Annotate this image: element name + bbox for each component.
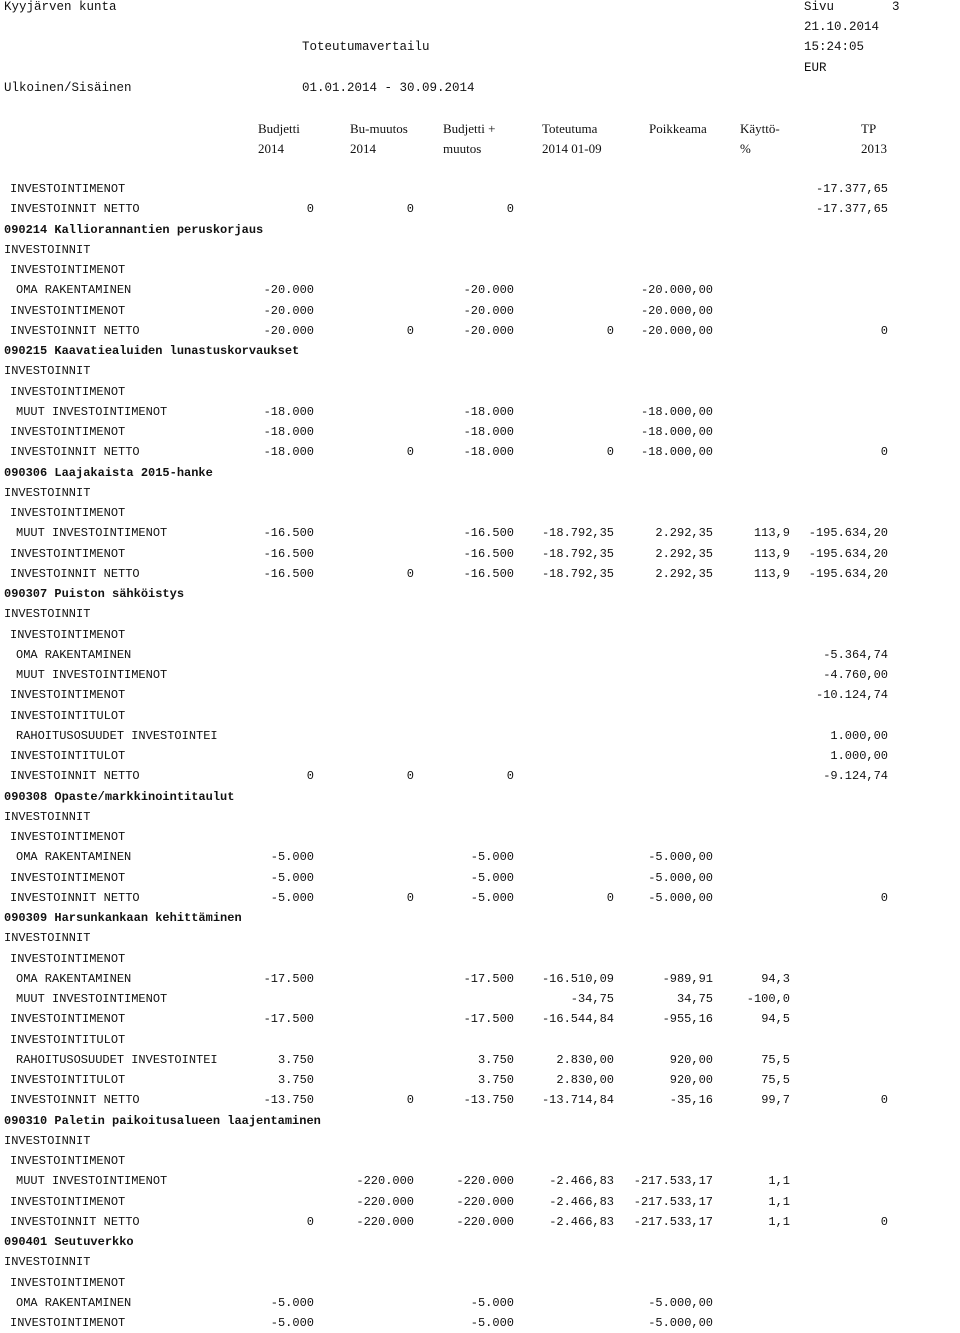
cell-value: -5.000	[470, 850, 514, 865]
row-label: INVESTOINTITULOT	[10, 1073, 126, 1087]
cell-value: -18.000	[263, 445, 314, 460]
report-date: 21.10.2014	[804, 20, 880, 34]
table-row	[0, 402, 960, 422]
report-currency: EUR	[804, 61, 827, 75]
cell-value: 94,3	[761, 971, 790, 986]
row-label: INVESTOINTIMENOT	[10, 1012, 126, 1027]
row-label: MUUT INVESTOINTIMENOT	[16, 1174, 168, 1189]
cell-value: -18.792,35	[541, 546, 614, 561]
col-kaytto-l2: %	[740, 141, 751, 156]
cell-value: -18.000,00	[640, 404, 713, 419]
col-budjetti-muutos-l1: Budjetti +	[443, 121, 496, 136]
cell-value: -10.124,74	[815, 688, 888, 703]
table-row	[0, 503, 960, 523]
cell-value: 0	[880, 445, 888, 460]
table-row	[0, 240, 960, 260]
table-row	[0, 361, 960, 381]
cell-value: -955,16	[662, 1012, 713, 1027]
col-tp-l1: TP	[861, 121, 877, 136]
cell-value: -17.500	[463, 971, 514, 986]
section-row	[0, 1232, 960, 1252]
cell-value: -34,75	[570, 992, 614, 1006]
table-row	[0, 726, 960, 746]
row-label: INVESTOINNIT NETTO	[10, 323, 140, 338]
cell-value: -220.000	[456, 1174, 514, 1189]
row-label: OMA RAKENTAMINEN	[16, 647, 132, 662]
col-poikkeama-l1: Poikkeama	[649, 121, 707, 136]
cell-value: -5.000	[270, 870, 314, 885]
table-row	[0, 1212, 960, 1232]
report-period: 01.01.2014 - 30.09.2014	[302, 81, 475, 95]
row-label: INVESTOINNIT	[4, 1133, 91, 1148]
table-row	[0, 685, 960, 705]
row-label: MUUT INVESTOINTIMENOT	[16, 668, 168, 682]
section-title: 090308 Opaste/markkinointitaulut	[4, 789, 235, 804]
cell-value: -989,91	[662, 971, 713, 986]
table-row	[0, 1273, 960, 1293]
cell-value: 3.750	[277, 1073, 314, 1087]
cell-value: -16.500	[263, 546, 314, 561]
table-row	[0, 179, 960, 199]
section-row	[0, 787, 960, 807]
cell-value: -5.364,74	[823, 647, 888, 662]
cell-value: -20.000	[263, 283, 314, 298]
cell-value: -195.634,20	[808, 546, 888, 561]
cell-value: -18.000	[263, 404, 314, 419]
cell-value: 2.830,00	[556, 1052, 614, 1067]
cell-value: -16.500	[463, 546, 514, 561]
table-row	[0, 1151, 960, 1171]
cell-value: -20.000	[263, 303, 314, 318]
cell-value: 0	[880, 890, 888, 905]
cell-value: -5.000,00	[648, 890, 713, 905]
cell-value: -16.500	[263, 526, 314, 541]
table-row	[0, 199, 960, 219]
row-label: INVESTOINTIMENOT	[10, 506, 126, 520]
cell-value: 0	[880, 1214, 888, 1229]
cell-value: -20.000	[463, 323, 514, 338]
cell-value: 113,9	[753, 546, 790, 561]
row-label: INVESTOINNIT NETTO	[10, 1093, 140, 1108]
cell-value: -5.000,00	[648, 1316, 713, 1330]
cell-value: 75,5	[761, 1052, 790, 1067]
table-row	[0, 1313, 960, 1333]
table-row	[0, 1171, 960, 1191]
col-tp-l2: 2013	[861, 141, 887, 156]
row-label: OMA RAKENTAMINEN	[16, 971, 132, 986]
table-row	[0, 625, 960, 645]
row-label: INVESTOINTIMENOT	[10, 263, 126, 277]
row-label: INVESTOINTIMENOT	[10, 1194, 126, 1209]
row-label: INVESTOINNIT	[4, 809, 91, 824]
cell-value: 0	[306, 1214, 314, 1229]
cell-value: -2.466,83	[549, 1194, 614, 1209]
cell-value: 75,5	[761, 1073, 790, 1087]
cell-value: -217.533,17	[633, 1174, 713, 1189]
cell-value: 0	[506, 769, 514, 784]
cell-value: -17.500	[463, 1012, 514, 1027]
cell-value: -18.000	[463, 445, 514, 460]
row-label: OMA RAKENTAMINEN	[16, 283, 132, 298]
cell-value: -18.000	[463, 425, 514, 439]
cell-value: 0	[406, 202, 414, 217]
cell-value: -18.792,35	[541, 526, 614, 541]
row-label: OMA RAKENTAMINEN	[16, 850, 132, 865]
cell-value: -20.000	[463, 303, 514, 318]
section-row	[0, 220, 960, 240]
section-title: 090309 Harsunkankaan kehittäminen	[4, 911, 242, 925]
row-label: MUUT INVESTOINTIMENOT	[16, 526, 168, 541]
table-row	[0, 422, 960, 442]
row-label: INVESTOINTIMENOT	[10, 1316, 126, 1330]
cell-value: 0	[406, 323, 414, 338]
table-row	[0, 523, 960, 543]
row-label: INVESTOINTIMENOT	[10, 688, 126, 703]
section-title: 090215 Kaavatiealuiden lunastuskorvaukset	[4, 344, 300, 358]
table-row	[0, 807, 960, 827]
row-label: INVESTOINNIT NETTO	[10, 566, 140, 581]
org-name: Kyyjärven kunta	[4, 0, 117, 14]
row-label: INVESTOINTIMENOT	[10, 830, 126, 844]
row-label: RAHOITUSOSUUDET INVESTOINTEI	[16, 728, 218, 743]
row-label: INVESTOINNIT	[4, 364, 91, 379]
cell-value: -20.000,00	[640, 303, 713, 318]
page-label: Sivu	[804, 0, 835, 14]
row-label: INVESTOINNIT NETTO	[10, 890, 140, 905]
cell-value: 0	[406, 769, 414, 784]
cell-value: -16.544,84	[541, 1012, 614, 1027]
cell-value: -18.792,35	[541, 566, 614, 581]
cell-value: 2.292,35	[655, 526, 713, 541]
cell-value: -5.000	[470, 1295, 514, 1310]
row-label: OMA RAKENTAMINEN	[16, 1295, 132, 1310]
cell-value: -20.000	[463, 283, 514, 298]
cell-value: 1,1	[768, 1194, 790, 1209]
cell-value: -18.000	[263, 425, 314, 439]
cell-value: 0	[880, 1093, 888, 1108]
table-row	[0, 1050, 960, 1070]
table-row	[0, 1009, 960, 1029]
cell-value: -5.000	[270, 850, 314, 865]
cell-value: 0	[606, 323, 614, 338]
cell-value: -16.510,09	[541, 971, 614, 986]
row-label: INVESTOINTIMENOT	[10, 425, 126, 439]
col-budjetti-l2: 2014	[258, 141, 284, 156]
cell-value: 3.750	[477, 1073, 514, 1087]
row-label: INVESTOINTIMENOT	[10, 1154, 126, 1168]
cell-value: -17.377,65	[815, 182, 888, 196]
table-row	[0, 260, 960, 280]
cell-value: -20.000,00	[640, 323, 713, 338]
table-row	[0, 827, 960, 847]
cell-value: 1,1	[768, 1174, 790, 1189]
cell-value: 113,9	[753, 566, 790, 581]
cell-value: -5.000,00	[648, 870, 713, 885]
cell-value: -220.000	[356, 1194, 414, 1209]
table-row	[0, 1090, 960, 1110]
table-row	[0, 746, 960, 766]
table-row	[0, 442, 960, 462]
table-row	[0, 321, 960, 341]
row-label: INVESTOINNIT NETTO	[10, 445, 140, 460]
section-title: 090401 Seutuverkko	[4, 1235, 134, 1249]
cell-value: -5.000,00	[648, 1295, 713, 1310]
cell-value: -5.000	[270, 1295, 314, 1310]
section-title: 090307 Puiston sähköistys	[4, 587, 185, 601]
row-label: INVESTOINTITULOT	[10, 1032, 126, 1047]
row-label: INVESTOINNIT NETTO	[10, 202, 140, 217]
table-row	[0, 1192, 960, 1212]
cell-value: -4.760,00	[823, 668, 888, 682]
cell-value: -100,0	[746, 992, 790, 1006]
cell-value: -9.124,74	[823, 769, 888, 784]
table-row	[0, 1131, 960, 1151]
row-label: RAHOITUSOSUUDET INVESTOINTEI	[16, 1052, 218, 1067]
row-label: INVESTOINTIMENOT	[10, 951, 126, 966]
cell-value: -13.750	[263, 1093, 314, 1108]
col-bumuutos-l2: 2014	[350, 141, 376, 156]
report-time: 15:24:05	[804, 40, 865, 54]
table-row	[0, 706, 960, 726]
table-row	[0, 604, 960, 624]
cell-value: -220.000	[456, 1194, 514, 1209]
table-row	[0, 301, 960, 321]
page-number: 3	[892, 0, 900, 14]
table-row	[0, 1293, 960, 1313]
cell-value: -220.000	[456, 1214, 514, 1229]
cell-value: 0	[406, 566, 414, 581]
cell-value: 0	[506, 202, 514, 217]
cell-value: -217.533,17	[633, 1214, 713, 1229]
row-label: INVESTOINNIT NETTO	[10, 1214, 140, 1229]
row-label: INVESTOINTITULOT	[10, 708, 126, 723]
row-label: MUUT INVESTOINTIMENOT	[16, 404, 168, 419]
section-row	[0, 1111, 960, 1131]
row-label: INVESTOINTIMENOT	[10, 384, 126, 399]
table-row	[0, 847, 960, 867]
cell-value: -217.533,17	[633, 1194, 713, 1209]
cell-value: -17.377,65	[815, 202, 888, 217]
row-label: INVESTOINTITULOT	[10, 749, 126, 763]
cell-value: -16.500	[463, 566, 514, 581]
cell-value: -17.500	[263, 1012, 314, 1027]
col-toteutuma-l1: Toteutuma	[542, 121, 598, 136]
cell-value: -5.000	[270, 890, 314, 905]
section-row	[0, 463, 960, 483]
cell-value: -2.466,83	[549, 1214, 614, 1229]
table-row	[0, 645, 960, 665]
section-row	[0, 341, 960, 361]
table-row	[0, 888, 960, 908]
cell-value: -5.000,00	[648, 850, 713, 865]
row-label: MUUT INVESTOINTIMENOT	[16, 992, 168, 1006]
table-row	[0, 1030, 960, 1050]
table-row	[0, 989, 960, 1009]
row-label: INVESTOINNIT	[4, 931, 91, 946]
row-label: INVESTOINNIT	[4, 242, 91, 257]
section-title: 090310 Paletin paikoitusalueen laajentaminen	[4, 1113, 321, 1128]
cell-value: -18.000,00	[640, 445, 713, 460]
cell-value: 1,1	[768, 1214, 790, 1229]
table-row	[0, 382, 960, 402]
cell-value: -20.000,00	[640, 283, 713, 298]
cell-value: 0	[306, 202, 314, 217]
cell-value: -2.466,83	[549, 1174, 614, 1189]
col-toteutuma-l2: 2014 01-09	[542, 141, 602, 156]
table-row	[0, 969, 960, 989]
col-kaytto-l1: Käyttö-	[740, 121, 780, 136]
row-label: INVESTOINTIMENOT	[10, 627, 126, 642]
row-label: INVESTOINNIT NETTO	[10, 769, 140, 784]
cell-value: 1.000,00	[830, 728, 888, 743]
table-row	[0, 868, 960, 888]
row-label: INVESTOINTIMENOT	[10, 870, 126, 885]
table-row	[0, 665, 960, 685]
cell-value: -13.750	[463, 1093, 514, 1108]
row-label: INVESTOINNIT	[4, 1255, 91, 1270]
cell-value: -195.634,20	[808, 526, 888, 541]
cell-value: 0	[406, 890, 414, 905]
cell-value: 94,5	[761, 1012, 790, 1027]
table-row	[0, 949, 960, 969]
cell-value: -18.000	[463, 404, 514, 419]
cell-value: -5.000	[470, 870, 514, 885]
row-label: INVESTOINTIMENOT	[10, 182, 126, 196]
cell-value: -13.714,84	[541, 1093, 614, 1108]
cell-value: 2.292,35	[655, 546, 713, 561]
section-row	[0, 908, 960, 928]
cell-value: -20.000	[263, 323, 314, 338]
cell-value: -5.000	[470, 1316, 514, 1330]
cell-value: 0	[306, 769, 314, 784]
section-row	[0, 584, 960, 604]
table-row	[0, 1070, 960, 1090]
table-row	[0, 544, 960, 564]
cell-value: 0	[606, 445, 614, 460]
section-title: 090306 Laajakaista 2015-hanke	[4, 465, 213, 480]
cell-value: 2.292,35	[655, 566, 713, 581]
cell-value: -16.500	[263, 566, 314, 581]
table-row	[0, 483, 960, 503]
report-scope: Ulkoinen/Sisäinen	[4, 81, 132, 95]
cell-value: 3.750	[277, 1052, 314, 1067]
report-title: Toteutumavertailu	[302, 40, 430, 54]
row-label: INVESTOINTIMENOT	[10, 546, 126, 561]
row-label: INVESTOINTIMENOT	[10, 303, 126, 318]
cell-value: 0	[406, 445, 414, 460]
col-budjetti-muutos-l2: muutos	[443, 141, 482, 156]
cell-value: 0	[406, 1093, 414, 1108]
row-label: INVESTOINNIT	[4, 607, 91, 622]
cell-value: -220.000	[356, 1214, 414, 1229]
cell-value: 2.830,00	[556, 1073, 614, 1087]
cell-value: -16.500	[463, 526, 514, 541]
row-label: INVESTOINTIMENOT	[10, 1275, 126, 1290]
cell-value: 99,7	[761, 1093, 790, 1108]
cell-value: -35,16	[669, 1093, 713, 1108]
cell-value: 0	[606, 890, 614, 905]
section-title: 090214 Kalliorannantien peruskorjaus	[4, 222, 264, 237]
cell-value: 3.750	[477, 1052, 514, 1067]
table-row	[0, 1252, 960, 1272]
cell-value: 113,9	[753, 526, 790, 541]
cell-value: -5.000	[470, 890, 514, 905]
cell-value: 920,00	[669, 1052, 713, 1067]
col-bumuutos-l1: Bu-muutos	[350, 121, 408, 136]
row-label: INVESTOINNIT	[4, 485, 91, 500]
cell-value: -220.000	[356, 1174, 414, 1189]
cell-value: 920,00	[669, 1073, 713, 1087]
col-budjetti-l1: Budjetti	[258, 121, 300, 136]
cell-value: -18.000,00	[640, 425, 713, 439]
cell-value: 0	[880, 323, 888, 338]
table-row	[0, 928, 960, 948]
table-row	[0, 280, 960, 300]
table-row	[0, 564, 960, 584]
cell-value: -195.634,20	[808, 566, 888, 581]
cell-value: -17.500	[263, 971, 314, 986]
cell-value: 1.000,00	[830, 749, 888, 763]
cell-value: 34,75	[676, 992, 713, 1006]
table-row	[0, 766, 960, 786]
cell-value: -5.000	[270, 1316, 314, 1330]
